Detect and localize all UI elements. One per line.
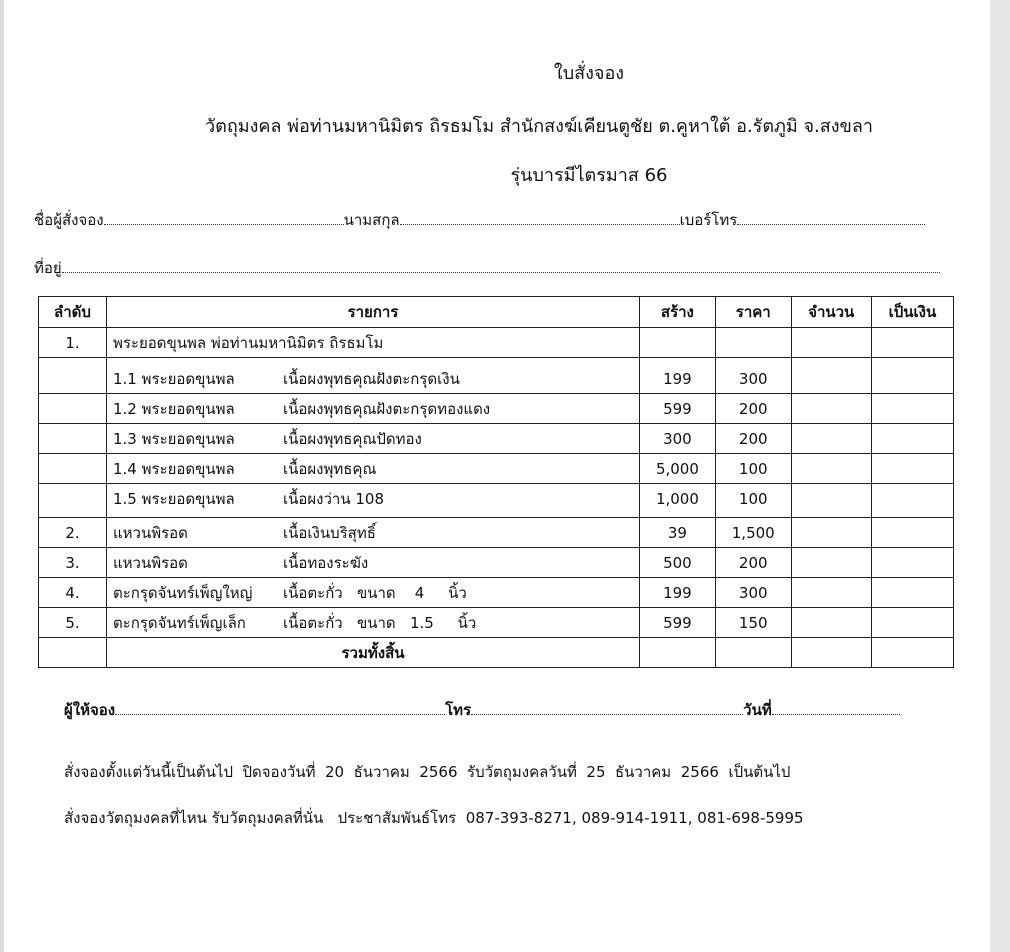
row-made: 199 [640, 578, 716, 608]
subitem-amount [871, 358, 953, 394]
phone-field[interactable] [737, 210, 925, 225]
subitem-amount [871, 394, 953, 424]
row-no: 5. [39, 608, 107, 638]
table-subrow [39, 454, 954, 484]
date-field[interactable] [772, 700, 900, 715]
row-no: 4. [39, 578, 107, 608]
subitem-amount [871, 484, 953, 518]
address-label: ที่อยู่ [34, 259, 62, 277]
row-item-material: เนื้อเงินบริสุทธิ์ [283, 523, 376, 542]
subitem-name: 1.5 พระยอดขุนพล [113, 489, 235, 508]
row-price: 150 [715, 608, 791, 638]
subitem-price: 300 [715, 358, 791, 394]
giver-info-line [64, 698, 900, 722]
subitem-name: 1.1 พระยอดขุนพล [113, 369, 235, 388]
name-label: ชื่อผู้สั่งจอง [34, 211, 104, 229]
row-made [640, 328, 716, 358]
row-item-material: เนื้อทองระฆัง [283, 553, 369, 572]
row-qty[interactable] [791, 578, 871, 608]
row-amount [871, 578, 953, 608]
row-qty[interactable] [791, 548, 871, 578]
subitem-material: เนื้อผงว่าน 108 [283, 489, 385, 508]
subitem-made: 300 [640, 424, 716, 454]
document-subtitle: วัตถุมงคล พ่อท่านมหานิมิตร ถิรธมโม สำนักสงฆ์เคียนตูชัย ต.คูหาใต้ อ.รัตภูมิ จ.สงขลา [205, 116, 873, 137]
total-qty[interactable] [791, 638, 871, 668]
subitem-qty[interactable] [791, 358, 871, 394]
subitem-name: 1.3 พระยอดขุนพล [113, 429, 235, 448]
subitem-qty[interactable] [791, 454, 871, 484]
row-item-material: เนื้อตะกั่ว ขนาด 4 นิ้ว [283, 583, 467, 602]
subitem-qty[interactable] [791, 424, 871, 454]
giver-label: ผู้ให้จอง [64, 701, 116, 719]
booking-period-note: สั่งจองตั้งแต่วันนี้เป็นต้นไป ปิดจองวันที่ 20 ธันวาคม 2566 รับวัตถุมงคลวันที่ 25 ธันวาคม 2566 เป็นต้นไป [64, 763, 791, 781]
row-price: 300 [715, 578, 791, 608]
table-row [39, 608, 954, 638]
subitem-amount [871, 424, 953, 454]
row-no: 1. [39, 328, 107, 358]
name-field[interactable] [104, 210, 344, 225]
subitem-price: 200 [715, 424, 791, 454]
row-made: 500 [640, 548, 716, 578]
header-item: รายการ [107, 297, 640, 328]
total-label: รวมทั้งสิ้น [107, 638, 640, 668]
subitem-qty[interactable] [791, 394, 871, 424]
row-price: 200 [715, 548, 791, 578]
subitem-material: เนื้อผงพุทธคุณปัดทอง [283, 429, 422, 448]
table-subrow [39, 484, 954, 518]
address-field[interactable] [62, 258, 940, 273]
table-row [39, 518, 954, 548]
subitem-price: 100 [715, 454, 791, 484]
row-qty[interactable] [791, 518, 871, 548]
header-qty: จำนวน [791, 297, 871, 328]
table-total-row [39, 638, 954, 668]
subitem-name: 1.4 พระยอดขุนพล [113, 459, 235, 478]
header-made: สร้าง [640, 297, 716, 328]
orderer-info-line [34, 208, 954, 232]
subitem-name: 1.2 พระยอดขุนพล [113, 399, 235, 418]
row-item-name: ตะกรุดจันทร์เพ็ญเล็ก [113, 613, 246, 632]
row-amount [871, 518, 953, 548]
total-amount [871, 638, 953, 668]
tel-label: โทร [445, 701, 472, 719]
table-subrow [39, 424, 954, 454]
series-name: รุ่นบารมีไตรมาส 66 [510, 165, 668, 186]
subitem-price: 100 [715, 484, 791, 518]
subitem-made: 1,000 [640, 484, 716, 518]
header-price: ราคา [715, 297, 791, 328]
subitem-price: 200 [715, 394, 791, 424]
subitem-qty[interactable] [791, 484, 871, 518]
row-made: 39 [640, 518, 716, 548]
row-item-name: ตะกรุดจันทร์เพ็ญใหญ่ [113, 583, 253, 602]
subitem-made: 199 [640, 358, 716, 394]
phone-label: เบอร์โทร [679, 211, 738, 229]
row-qty[interactable] [791, 328, 871, 358]
surname-field[interactable] [400, 210, 680, 225]
row-made: 599 [640, 608, 716, 638]
window-border-right [990, 0, 1010, 952]
subitem-made: 5,000 [640, 454, 716, 484]
surname-label: นามสกุล [343, 211, 400, 229]
table-row [39, 328, 954, 358]
row-no: 2. [39, 518, 107, 548]
subitem-material: เนื้อผงพุทธคุณ [283, 459, 377, 478]
subitem-material: เนื้อผงพุทธคุณฝังตะกรุดทองแดง [283, 399, 491, 418]
giver-field[interactable] [115, 700, 445, 715]
document-title: ใบสั่งจอง [553, 63, 625, 84]
row-item-name: แหวนพิรอด [113, 553, 188, 572]
table-row [39, 578, 954, 608]
row-amount [871, 608, 953, 638]
subitem-material: เนื้อผงพุทธคุณฝังตะกรุดเงิน [283, 369, 460, 388]
row-amount [871, 328, 953, 358]
row-item-material: เนื้อตะกั่ว ขนาด 1.5 นิ้ว [283, 613, 477, 632]
contact-note: สั่งจองวัตถุมงคลที่ไหน รับวัตถุมงคลที่นั่น ประชาสัมพันธ์โทร 087-393-8271, 089-914-1911, 081-698-5995 [64, 809, 804, 827]
row-item: พระยอดขุนพล พ่อท่านมหานิมิตร ถิรธมโม [107, 328, 640, 358]
table-subrow [39, 358, 954, 394]
row-item-name: แหวนพิรอด [113, 523, 188, 542]
table-header-row [39, 297, 954, 328]
document-page [4, 0, 990, 952]
table-row [39, 548, 954, 578]
row-price: 1,500 [715, 518, 791, 548]
table-subrow [39, 394, 954, 424]
tel-field[interactable] [471, 700, 743, 715]
subitem-amount [871, 454, 953, 484]
row-amount [871, 548, 953, 578]
order-table [38, 296, 954, 668]
row-qty[interactable] [791, 608, 871, 638]
address-line [34, 256, 954, 280]
row-no: 3. [39, 548, 107, 578]
subitem-made: 599 [640, 394, 716, 424]
header-amount: เป็นเงิน [871, 297, 953, 328]
header-no: ลำดับ [39, 297, 107, 328]
row-price [715, 328, 791, 358]
date-label: วันที่ [743, 701, 772, 719]
